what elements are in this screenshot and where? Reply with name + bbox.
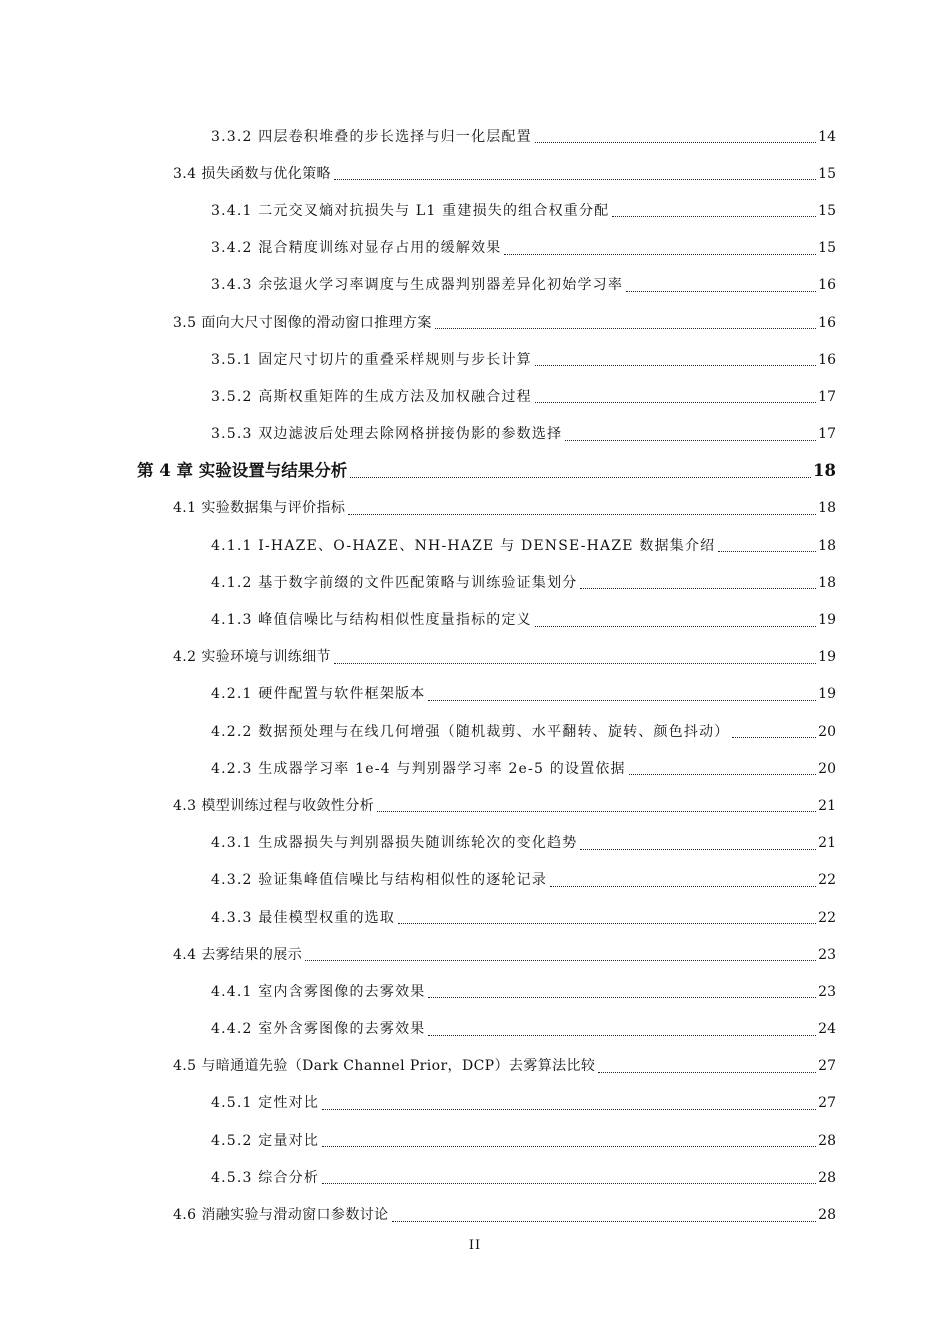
dot-leader: [535, 130, 816, 143]
dot-leader: [392, 1209, 816, 1222]
toc-subsection-entry[interactable]: [0, 267, 950, 304]
toc-entry-title: 4.3.1 生成器损失与判别器损失随训练轮次的变化趋势: [211, 835, 578, 852]
toc-entry-title: 3.5.3 双边滤波后处理去除网格拼接伪影的参数选择: [211, 426, 563, 443]
toc-subsection-entry[interactable]: [0, 416, 950, 453]
toc-entry-page-number: 27: [818, 1095, 836, 1112]
toc-entry-title: 4.6 消融实验与滑动窗口参数讨论: [173, 1207, 389, 1224]
toc-entry-title: 4.2 实验环境与训练细节: [173, 649, 331, 666]
toc-entry-title: 4.3.2 验证集峰值信噪比与结构相似性的逐轮记录: [211, 872, 548, 889]
toc-subsection-entry[interactable]: [0, 230, 950, 267]
toc-entry-title: 3.4.3 余弦退火学习率调度与生成器判别器差异化初始学习率: [211, 277, 624, 294]
toc-entry-title: 4.2.2 数据预处理与在线几何增强（随机裁剪、水平翻转、旋转、颜色抖动）: [211, 723, 730, 740]
dot-leader: [535, 353, 816, 366]
dot-leader: [428, 985, 816, 998]
toc-entry-title: 4.3 模型训练过程与收敛性分析: [173, 797, 375, 814]
toc-entry-page-number: 20: [818, 760, 836, 777]
toc-entry-title: 4.1.3 峰值信噪比与结构相似性度量指标的定义: [211, 612, 532, 629]
toc-entry-title: 3.4.2 混合精度训练对显存占用的缓解效果: [211, 240, 502, 257]
toc-entry-title: 4.5.2 定量对比: [211, 1132, 320, 1149]
toc-entry-title: 4.1.1 I-HAZE、O-HAZE、NH-HAZE 与 DENSE-HAZE 数据集介绍: [211, 537, 716, 554]
toc-entry-page-number: 15: [818, 240, 836, 257]
dot-leader: [305, 948, 816, 961]
toc-entry-title: 4.5.1 定性对比: [211, 1095, 320, 1112]
toc-entry-page-number: 18: [818, 574, 836, 591]
toc-entry-title: 3.4 损失函数与优化策略: [173, 165, 331, 182]
toc-entry-title: 4.5.3 综合分析: [211, 1169, 320, 1186]
toc-entry-page-number: 18: [818, 537, 836, 554]
toc-entry-page-number: 27: [818, 1058, 836, 1075]
toc-entry-title: 4.2.3 生成器学习率 1e-4 与判别器学习率 2e-5 的设置依据: [211, 760, 626, 777]
toc-section-entry[interactable]: [0, 490, 950, 527]
toc-entry-title: 4.1.2 基于数字前缀的文件匹配策略与训练验证集划分: [211, 574, 578, 591]
toc-entry-title: 3.3.2 四层卷积堆叠的步长选择与归一化层配置: [211, 128, 532, 145]
dot-leader: [398, 911, 816, 924]
toc-subsection-entry[interactable]: [0, 527, 950, 564]
toc-subsection-entry[interactable]: [0, 825, 950, 862]
toc-entry-title: 4.4.1 室内含雾图像的去雾效果: [211, 983, 426, 1000]
toc-entry-title: 第 4 章 实验设置与结果分析: [137, 461, 348, 481]
toc-entry-page-number: 14: [818, 128, 836, 145]
toc-entry-page-number: 18: [813, 461, 836, 481]
dot-leader: [550, 874, 816, 887]
dot-leader: [580, 576, 816, 589]
toc-entry-page-number: 16: [818, 277, 836, 294]
dot-leader: [428, 688, 816, 701]
toc-subsection-entry[interactable]: [0, 601, 950, 638]
toc-subsection-entry[interactable]: [0, 118, 950, 155]
toc-subsection-entry[interactable]: [0, 1159, 950, 1196]
toc-section-entry[interactable]: [0, 639, 950, 676]
toc-entry-page-number: 16: [818, 351, 836, 368]
dot-leader: [504, 242, 816, 255]
toc-entry-title: 4.3.3 最佳模型权重的选取: [211, 909, 396, 926]
toc-entry-page-number: 18: [818, 500, 836, 517]
toc-entry-page-number: 15: [818, 165, 836, 182]
toc-entry-page-number: 23: [818, 983, 836, 1000]
toc-entry-page-number: 28: [818, 1207, 836, 1224]
toc-section-entry[interactable]: [0, 1048, 950, 1085]
dot-leader: [612, 204, 816, 217]
toc-subsection-entry[interactable]: [0, 1122, 950, 1159]
toc-section-entry[interactable]: [0, 936, 950, 973]
toc-subsection-entry[interactable]: [0, 1011, 950, 1048]
toc-section-entry[interactable]: [0, 1196, 950, 1233]
toc-entry-page-number: 19: [818, 686, 836, 703]
toc-entry-page-number: 22: [818, 909, 836, 926]
dot-leader: [428, 1023, 816, 1036]
dot-leader: [535, 390, 816, 403]
toc-subsection-entry[interactable]: [0, 676, 950, 713]
toc-entry-page-number: 20: [818, 723, 836, 740]
toc-chapter-entry[interactable]: [0, 453, 950, 490]
toc-entry-page-number: 15: [818, 202, 836, 219]
toc-entry-page-number: 19: [818, 612, 836, 629]
toc-subsection-entry[interactable]: [0, 750, 950, 787]
toc-subsection-entry[interactable]: [0, 192, 950, 229]
toc-subsection-entry[interactable]: [0, 862, 950, 899]
toc-entry-title: 4.5 与暗通道先验（Dark Channel Prior，DCP）去雾算法比较: [173, 1058, 596, 1075]
dot-leader: [435, 316, 816, 329]
toc-entry-page-number: 21: [818, 797, 836, 814]
dot-leader: [334, 651, 816, 664]
dot-leader: [377, 799, 816, 812]
toc-entry-page-number: 22: [818, 872, 836, 889]
dot-leader: [322, 1134, 816, 1147]
toc-subsection-entry[interactable]: [0, 1085, 950, 1122]
dot-leader: [535, 614, 816, 627]
toc-subsection-entry[interactable]: [0, 341, 950, 378]
toc-subsection-entry[interactable]: [0, 564, 950, 601]
toc-entry-page-number: 16: [818, 314, 836, 331]
dot-leader: [718, 539, 816, 552]
toc-entry-page-number: 24: [818, 1021, 836, 1038]
toc-entry-title: 3.5.1 固定尺寸切片的重叠采样规则与步长计算: [211, 351, 532, 368]
toc-subsection-entry[interactable]: [0, 973, 950, 1010]
dot-leader: [348, 502, 816, 515]
toc-entry-title: 3.5 面向大尺寸图像的滑动窗口推理方案: [173, 314, 432, 331]
toc-subsection-entry[interactable]: [0, 713, 950, 750]
toc-section-entry[interactable]: [0, 155, 950, 192]
toc-entry-title: 4.2.1 硬件配置与软件框架版本: [211, 686, 426, 703]
table-of-contents: [0, 118, 950, 1234]
dot-leader: [565, 428, 816, 441]
dot-leader: [732, 725, 816, 738]
toc-entry-page-number: 17: [818, 388, 836, 405]
toc-subsection-entry[interactable]: [0, 378, 950, 415]
toc-entry-page-number: 17: [818, 426, 836, 443]
toc-section-entry[interactable]: [0, 304, 950, 341]
dot-leader: [322, 1097, 816, 1110]
dot-leader: [322, 1171, 816, 1184]
toc-entry-page-number: 19: [818, 649, 836, 666]
dot-leader: [626, 279, 816, 292]
dot-leader: [629, 762, 816, 775]
toc-entry-page-number: 21: [818, 835, 836, 852]
dot-leader: [580, 837, 816, 850]
toc-entry-title: 3.5.2 高斯权重矩阵的生成方法及加权融合过程: [211, 388, 532, 405]
page-number: II: [468, 1238, 482, 1253]
toc-entry-page-number: 28: [818, 1132, 836, 1149]
toc-entry-title: 4.1 实验数据集与评价指标: [173, 500, 346, 517]
toc-entry-title: 3.4.1 二元交叉熵对抗损失与 L1 重建损失的组合权重分配: [211, 202, 610, 219]
toc-entry-title: 4.4 去雾结果的展示: [173, 946, 303, 963]
toc-section-entry[interactable]: [0, 787, 950, 824]
dot-leader: [350, 464, 811, 478]
toc-entry-page-number: 28: [818, 1169, 836, 1186]
toc-subsection-entry[interactable]: [0, 899, 950, 936]
toc-entry-title: 4.4.2 室外含雾图像的去雾效果: [211, 1021, 426, 1038]
dot-leader: [598, 1060, 816, 1073]
dot-leader: [334, 167, 816, 180]
toc-entry-page-number: 23: [818, 946, 836, 963]
